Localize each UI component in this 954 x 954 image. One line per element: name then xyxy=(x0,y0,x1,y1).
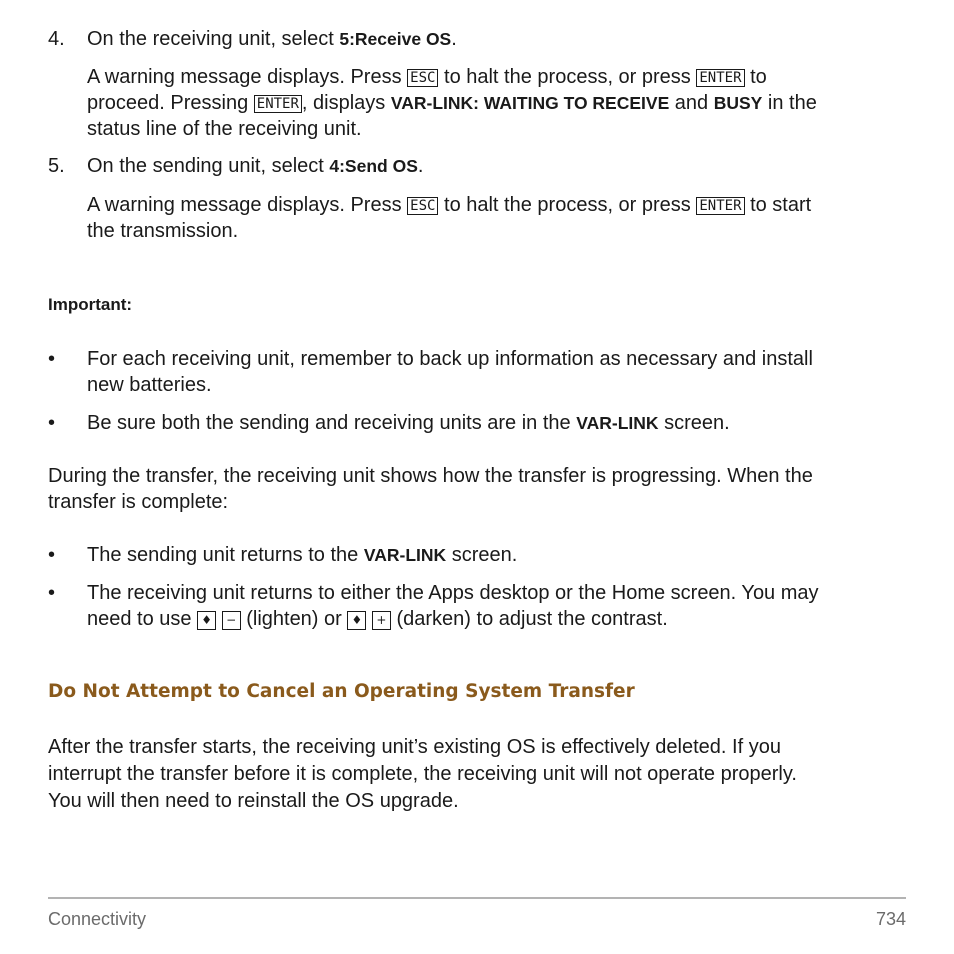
minus-key-icon: − xyxy=(222,611,241,630)
status-text: VAR-LINK: WAITING TO RECEIVE xyxy=(390,93,670,113)
bullet-text: For each receiving unit, remember to back up information as necessary and install xyxy=(87,348,813,370)
paragraph-line: interrupt the transfer before it is complete, the receiving unit will not operate properly. xyxy=(48,763,797,785)
step-5-para-line: A warning message displays. Press ESC to halt the process, or press ENTER to start xyxy=(87,194,812,216)
screen-name: VAR-LINK xyxy=(363,545,447,565)
page-number: 734 xyxy=(875,909,906,929)
menu-option: 4:Send OS xyxy=(329,156,418,176)
step-4-para-line: A warning message displays. Press ESC to halt the process, or press ENTER to xyxy=(87,66,767,88)
enter-key: ENTER xyxy=(696,197,744,215)
footer-divider xyxy=(48,897,906,899)
menu-option: 5:Receive OS xyxy=(339,29,452,49)
status-text: BUSY xyxy=(713,93,763,113)
bullet-icon: • xyxy=(48,348,56,370)
important-label: Important: xyxy=(48,295,133,314)
section-heading: Do Not Attempt to Cancel an Operating System Transfer xyxy=(48,681,635,702)
esc-key: ESC xyxy=(407,197,438,215)
step-4-text: On the receiving unit, select 5:Receive OS. xyxy=(87,28,457,50)
enter-key: ENTER xyxy=(696,69,744,87)
step-4-para-line: status line of the receiving unit. xyxy=(87,118,362,140)
diamond-key-icon: ♦ xyxy=(197,611,216,630)
bullet-text: new batteries. xyxy=(87,374,212,396)
bullet-text: The sending unit returns to the VAR-LINK screen. xyxy=(87,544,518,566)
screen-name: VAR-LINK xyxy=(576,413,659,433)
paragraph-line: You will then need to reinstall the OS upgrade. xyxy=(48,790,459,812)
step-number: 4. xyxy=(48,28,65,50)
paragraph-line: transfer is complete: xyxy=(48,491,229,513)
step-5-text: On the sending unit, select 4:Send OS. xyxy=(87,155,424,177)
enter-key: ENTER xyxy=(254,95,302,113)
bullet-icon: • xyxy=(48,582,56,604)
step-number: 5. xyxy=(48,155,65,177)
step-5-para-line: the transmission. xyxy=(87,220,239,242)
paragraph-line: After the transfer starts, the receiving unit’s existing OS is effectively deleted. If you xyxy=(48,736,781,758)
step-4-para-line: proceed. Pressing ENTER , displays VAR-LINK: WAITING TO RECEIVE and BUSY in the xyxy=(87,92,817,114)
footer-section-name: Connectivity xyxy=(48,909,147,929)
bullet-icon: • xyxy=(48,544,56,566)
esc-key: ESC xyxy=(407,69,438,87)
bullet-text: Be sure both the sending and receiving units are in the VAR-LINK screen. xyxy=(87,412,730,434)
plus-key-icon: + xyxy=(372,611,391,630)
bullet-text: need to use ♦ − (lighten) or ♦ + (darken) to adjust the contrast. xyxy=(87,608,668,630)
bullet-text: The receiving unit returns to either the Apps desktop or the Home screen. You may xyxy=(87,582,819,604)
paragraph-line: During the transfer, the receiving unit shows how the transfer is progressing. When the xyxy=(48,465,813,487)
bullet-icon: • xyxy=(48,412,56,434)
diamond-key-icon: ♦ xyxy=(347,611,366,630)
